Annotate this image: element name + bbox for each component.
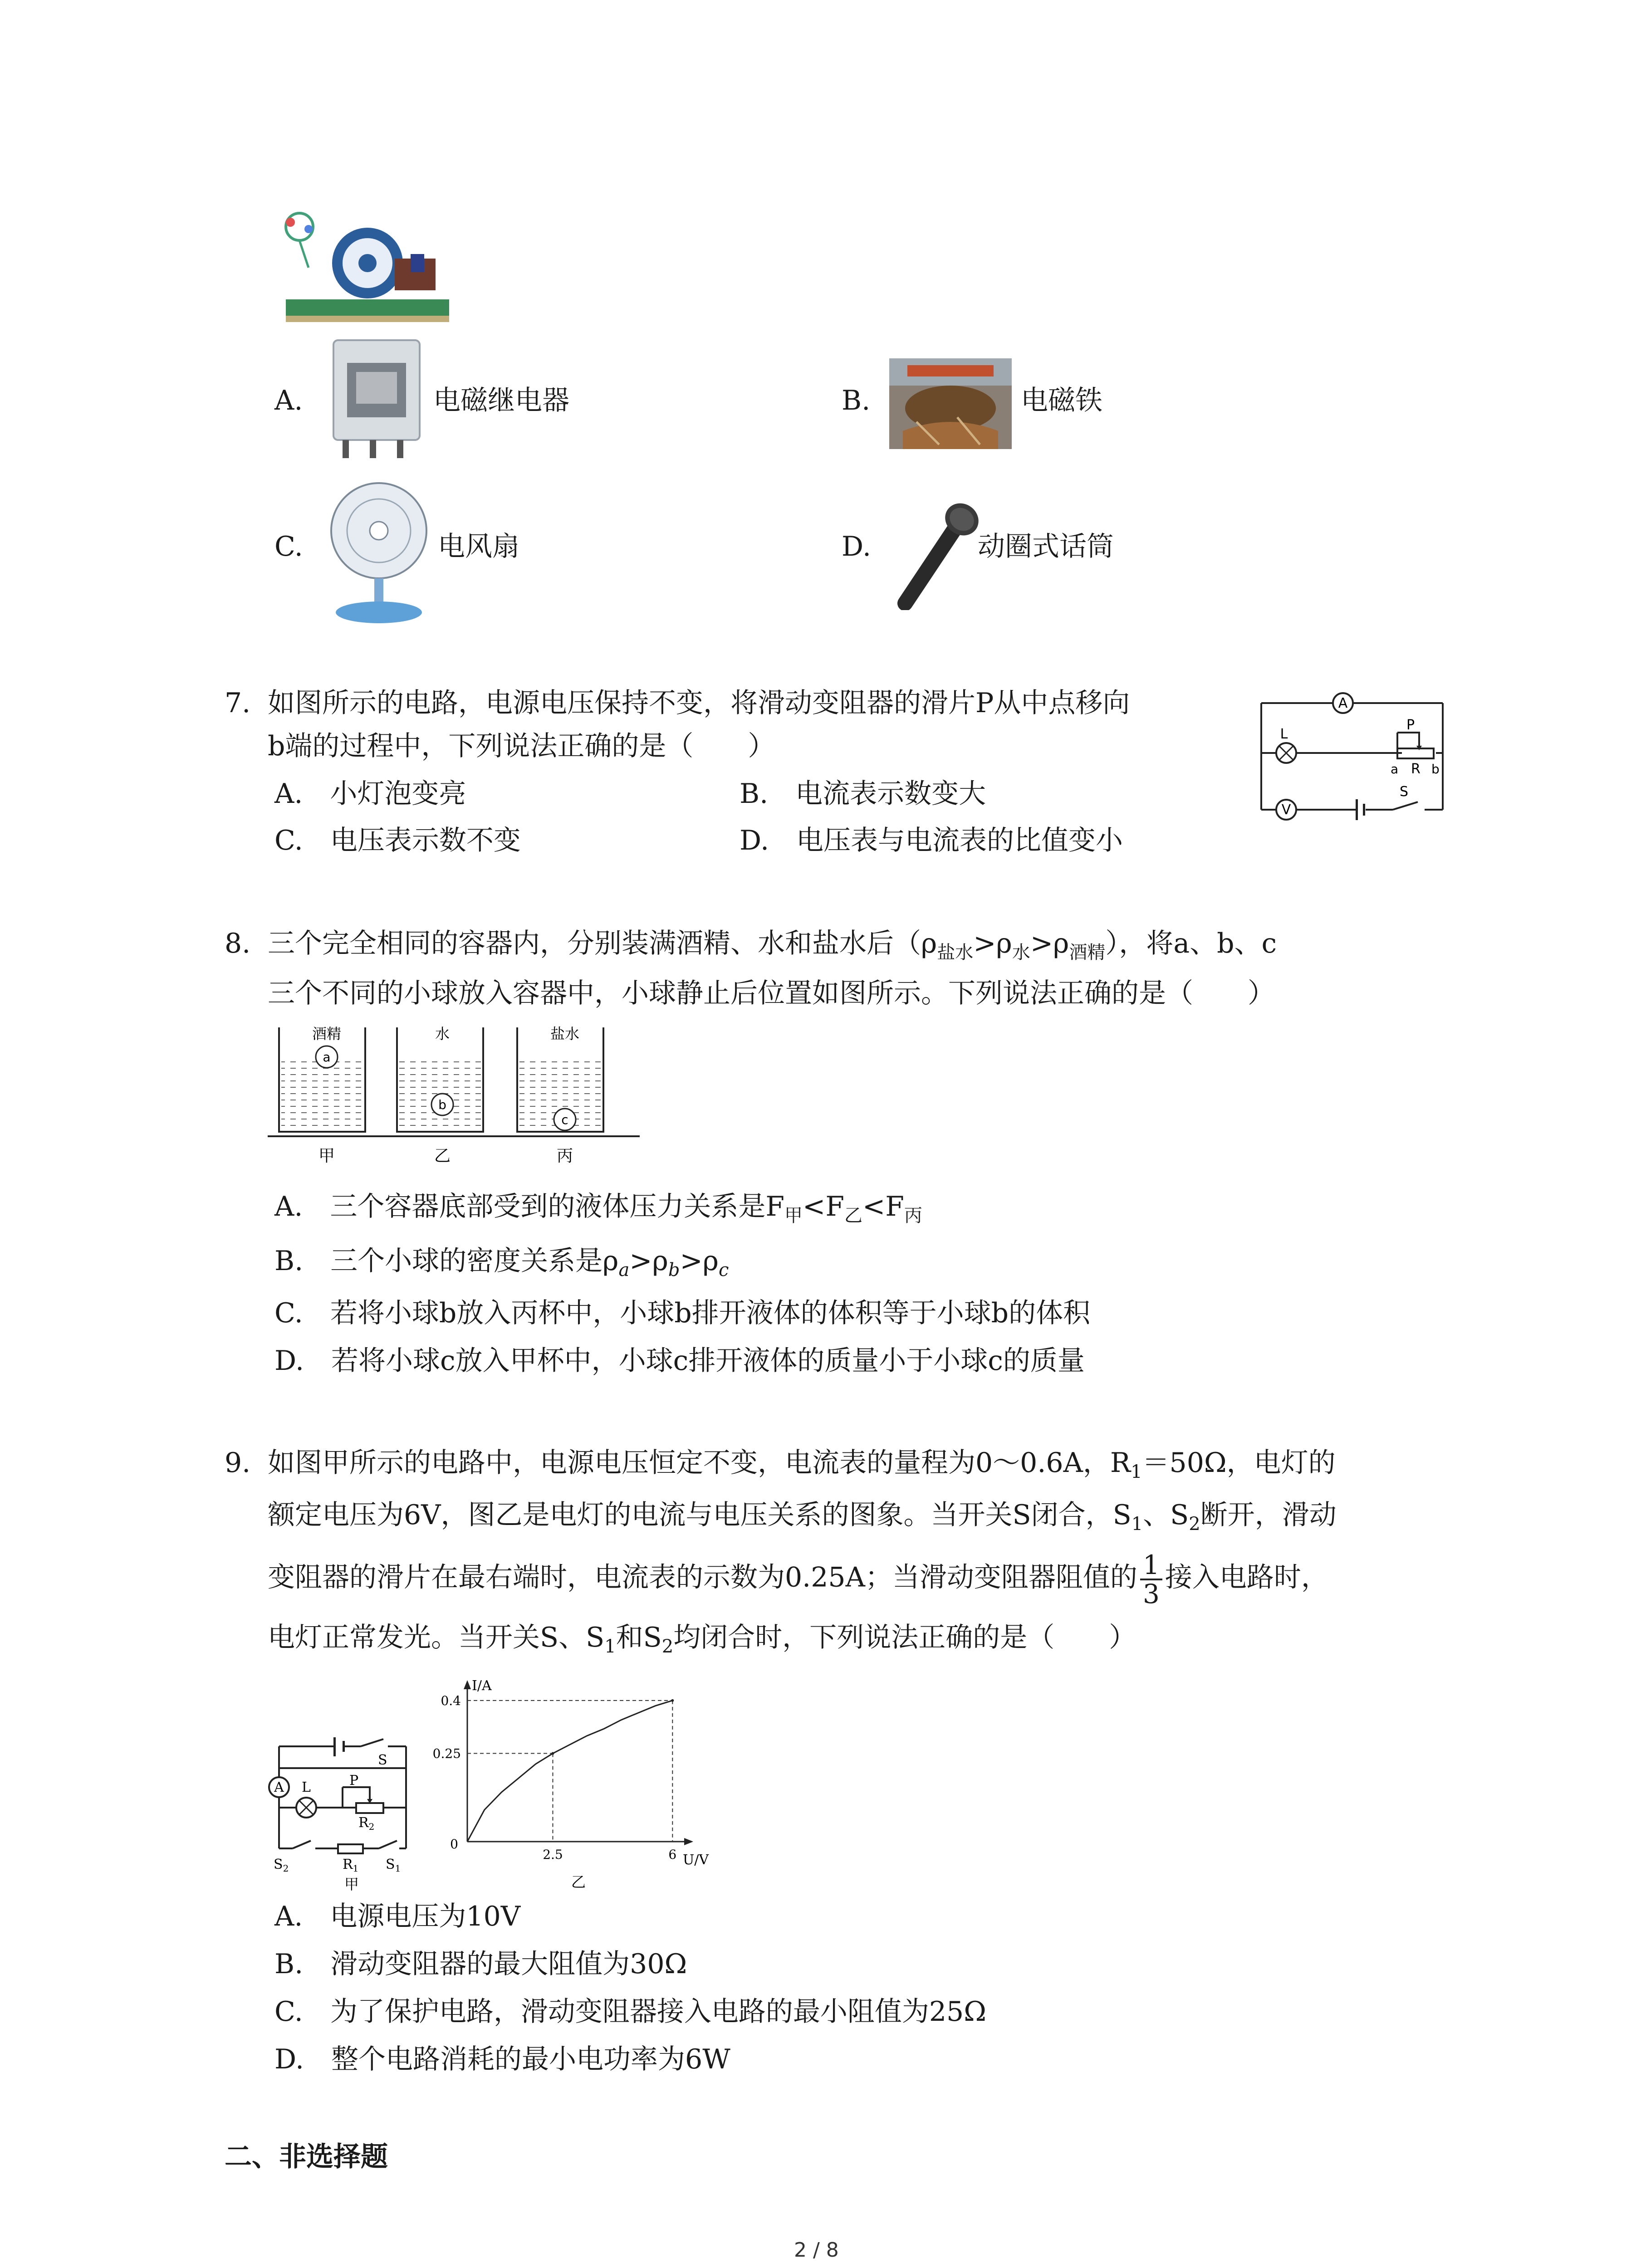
q7-resistor-label: R — [1411, 761, 1421, 777]
q7-switch-label: S — [1400, 784, 1409, 800]
x-tick-label-0: 2.5 — [543, 1847, 563, 1862]
chart-xlabel: U/V — [683, 1852, 709, 1868]
q7-circuit-diagram — [1252, 680, 1452, 835]
q9-stem-line4: 电灯正常发光。当开关S、$S_1$和$S_2$均闭合时，下列说法正确的是（ ） — [268, 1622, 1136, 1657]
q6-optD-text: 动圈式话筒 — [978, 531, 1114, 562]
q7-number: 7. — [225, 687, 251, 719]
chart-marks — [551, 1699, 674, 1755]
q9-stem-line2: 额定电压为6V，图乙是电灯的电流与电压关系的图象。当开关S闭合，$S_1$、$S_2$断开，滑动 — [268, 1499, 1337, 1535]
q6-optC-letter: C. — [274, 531, 303, 562]
page-number: 2 / 8 — [794, 2239, 839, 2262]
q8-option-c: C. 若将小球b放入丙杯中，小球b排开液体的体积等于小球b的体积 — [274, 1297, 1091, 1329]
q8-ball-a: a — [323, 1050, 331, 1065]
section-title: 二、非选择题 — [225, 2141, 388, 2173]
q7-option-a: A. 小灯泡变亮 — [274, 778, 466, 810]
q8-stem-line2: 三个不同的小球放入容器中，小球静止后位置如图所示。下列说法正确的是（ ） — [268, 978, 1275, 1009]
q8-container3-label: 盐水 — [550, 1025, 580, 1042]
relay-image — [324, 336, 429, 463]
q9-option-a: A. 电源电压为10V — [274, 1901, 521, 1932]
q7-voltmeter-label: V — [1281, 802, 1291, 818]
q8-stem-line1: 三个完全相同的容器内，分别装满酒精、水和盐水后$(\rho_{盐水}>\rho_水>\rho_{酒精})$，将a、b、c — [268, 928, 1277, 963]
q9-r2-label: $R_2$ — [358, 1815, 375, 1832]
q8-container1-label: 酒精 — [312, 1025, 342, 1042]
chart-axes — [467, 1683, 690, 1842]
q8-containers-figure — [268, 1021, 649, 1175]
q9-option-c: C. 为了保护电路，滑动变阻器接入电路的最小阻值为25Ω — [274, 1996, 986, 2028]
q7-option-d: D. 电压表与电流表的比值变小 — [740, 825, 1123, 856]
chart-guide-lines — [467, 1701, 672, 1842]
q7-stem-line2: b端的过程中，下列说法正确的是（ ） — [268, 730, 775, 762]
q9-option-b: B. 滑动变阻器的最大阻值为30Ω — [274, 1948, 687, 1980]
q6-optA-text: 电磁继电器 — [433, 385, 569, 416]
q9-ammeter-label: A — [274, 1779, 284, 1795]
q9-option-d: D. 整个电路消耗的最小电功率为6W — [274, 2043, 730, 2075]
q6-optA-letter: A. — [274, 385, 303, 416]
chart-series-line — [467, 1701, 672, 1842]
y-tick-label-0: 0.25 — [432, 1746, 461, 1761]
q9-stem-line1: 如图甲所示的电路中，电源电压恒定不变，电流表的量程为0～0.6A，$R_1=50\Omega$，电灯的 — [268, 1447, 1336, 1482]
one-third-fraction: $\frac{1}{3}$ — [1140, 1551, 1162, 1608]
x-tick-label-1: 6 — [668, 1847, 677, 1862]
data-point-0 — [551, 1752, 554, 1755]
q8-container2-label: 水 — [435, 1025, 450, 1042]
q7-lamp-label: L — [1280, 726, 1288, 742]
q8-ball-c: c — [561, 1112, 568, 1127]
q8-option-d: D. 若将小球c放入甲杯中，小球c排开液体的质量小于小球c的质量 — [274, 1345, 1085, 1377]
q7-option-b: B. 电流表示数变大 — [740, 778, 986, 810]
q9-iu-chart — [422, 1674, 712, 1892]
q6-optD-letter: D. — [842, 531, 872, 562]
generator-model-image — [272, 209, 454, 331]
q6-optB-text: 电磁铁 — [1021, 385, 1102, 416]
q7-ammeter-label: A — [1338, 695, 1348, 711]
q6-optB-letter: B. — [842, 385, 871, 416]
q8-caption-3: 丙 — [556, 1147, 573, 1165]
q9-slider-p-label: P — [349, 1773, 359, 1789]
q8-option-b: B. 三个小球的密度关系是$\rho_a>\rho_b>\rho_c$ — [274, 1245, 729, 1281]
chart-caption: 乙 — [571, 1873, 586, 1891]
q8-caption-1: 甲 — [318, 1147, 335, 1165]
q6-optC-text: 电风扇 — [438, 531, 519, 562]
q9-number: 9. — [225, 1447, 251, 1479]
q9-stem-line3: 变阻器的滑片在最右端时，电流表的示数为0.25A；当滑动变阻器阻值的 $\frac{1}{3}$ 接入电路时， — [268, 1549, 1328, 1609]
q8-ball-b: b — [438, 1097, 446, 1112]
q7-option-c: C. 电压表示数不变 — [274, 825, 521, 856]
q7-stem-line1: 如图所示的电路，电源电压保持不变，将滑动变阻器的滑片P从中点移向 — [268, 687, 1130, 719]
q9-circuit-caption: 甲 — [344, 1876, 359, 1893]
electric-fan-image — [327, 481, 431, 626]
microphone-image — [887, 501, 987, 610]
q7-end-b-label: b — [1431, 762, 1440, 777]
electromagnet-image — [889, 358, 1012, 449]
q8-caption-2: 乙 — [434, 1147, 451, 1165]
data-point-1 — [671, 1699, 674, 1702]
q9-r1-label: $R_1$ — [343, 1857, 359, 1874]
q9-lamp-label: L — [302, 1779, 311, 1795]
q8-option-a: A. 三个容器底部受到的液体压力关系是$F_甲<F_乙<F_丙$ — [274, 1191, 922, 1226]
q7-slider-label: P — [1406, 717, 1415, 733]
chart-ylabel: I/A — [472, 1678, 492, 1694]
chart-origin-label: 0 — [450, 1837, 458, 1852]
q8-number: 8. — [225, 928, 251, 959]
q9-s2-label: $S_2$ — [274, 1857, 289, 1874]
q9-switch-s-label: S — [378, 1752, 387, 1768]
y-tick-label-1: 0.4 — [441, 1693, 461, 1708]
q7-end-a-label: a — [1391, 762, 1399, 777]
q9-circuit-diagram — [261, 1733, 424, 1896]
q9-s1-label: $S_1$ — [386, 1857, 401, 1874]
